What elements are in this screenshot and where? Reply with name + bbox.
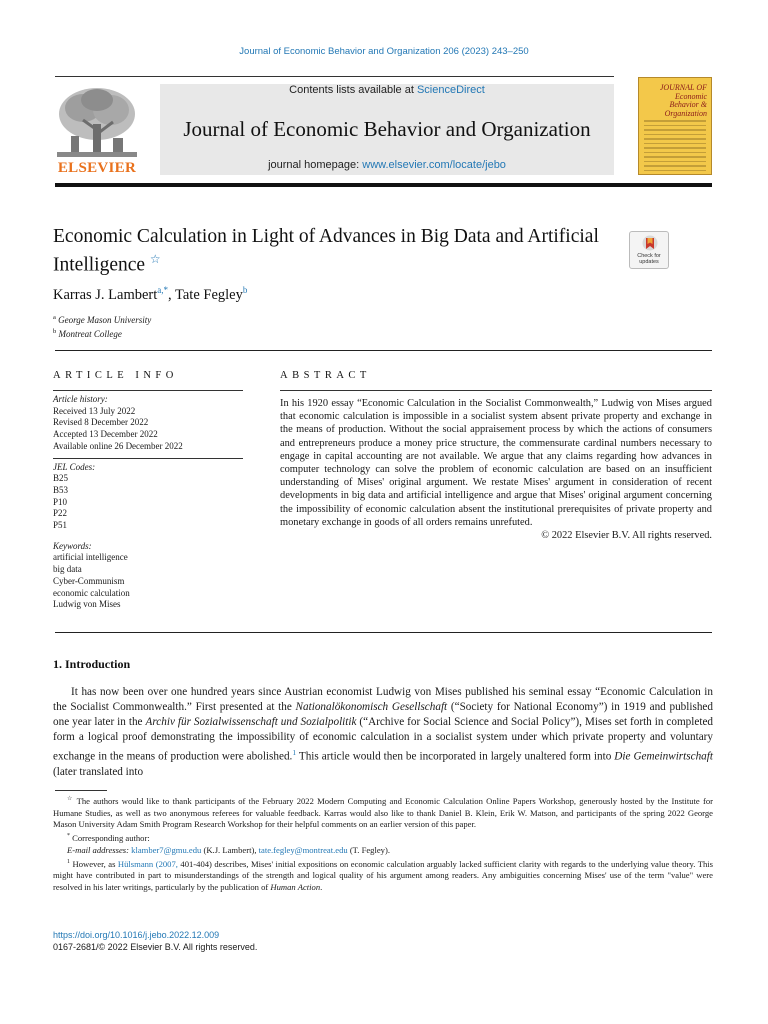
contents-line: [160, 84, 614, 96]
article-info-heading: ARTICLE INFO: [53, 370, 178, 381]
email-fegley-name: (T. Fegley).: [347, 844, 390, 855]
intro-text-2: (“Society for National Economy”) in 1919 and published one year later in the: [53, 701, 713, 728]
intro-italic-archiv: Archiv für Sozialwissenschaft und Sozialpolitik: [145, 716, 357, 728]
keyword: Cyber-Communism: [53, 575, 125, 586]
abstract-bottom-rule: [55, 632, 712, 633]
intro-text-5: (later translated into: [53, 765, 144, 778]
footnotes: [53, 794, 713, 894]
authors-line: [53, 285, 247, 304]
footnote-star-text: The authors would like to thank participants of the February 2022 Modern Computing and Economic Calculation Online Papers Workshop, generously hosted by the Institute for Humane Studies, as well as two anonymous referees for valuable feedback. Karras would also like to thank Daniel B. Klein, Erik W. Matson, and participants of the spring 2022 George Mason University Adam Smith Program Research Workshop for their helpful comments on an earlier version of this paper.: [53, 795, 713, 830]
affiliation-b-text: Montreat College: [58, 329, 122, 339]
affiliation-b: [53, 326, 151, 340]
footnote-1: [53, 857, 713, 894]
abstract-copyright: © 2022 Elsevier B.V. All rights reserved.: [541, 530, 712, 542]
issn-copyright: 0167-2681/© 2022 Elsevier B.V. All rights reserved.: [53, 942, 258, 952]
intro-italic-gemeinwirtschaft: Die Gemeinwirtschaft: [614, 750, 713, 763]
author-fegley-affil-sup[interactable]: b: [242, 285, 248, 295]
sciencedirect-link[interactable]: ScienceDirect: [416, 84, 485, 96]
keyword: economic calculation: [53, 587, 130, 598]
journal-citation[interactable]: Journal of Economic Behavior and Organization 206 (2023) 243–250: [239, 46, 529, 57]
header-thick-rule: [55, 183, 712, 187]
introduction-paragraph: [53, 685, 713, 780]
jel-label: JEL Codes:: [53, 461, 96, 472]
jel-code: P51: [53, 520, 68, 531]
abstract-heading: ABSTRACT: [280, 370, 371, 381]
author-separator: ,: [168, 286, 176, 303]
affiliation-a-text: George Mason University: [58, 315, 152, 325]
check-updates-bookmark-icon: [642, 235, 658, 253]
footnote-corr-mark: *: [67, 833, 70, 840]
title-footnote-star[interactable]: ☆: [149, 252, 161, 266]
article-info-column: [53, 390, 243, 611]
footnote-emails: [53, 845, 713, 857]
check-updates-label: Check for updates: [637, 253, 661, 265]
footnote-1-text-b: 401-404) describes, Mises' initial expositions on economic calculation arguably lacked sufficient clarity with regards to the underlying value theory. This might have contributed in part to misunderstandings of the strength and logical quality of his argument among readers. Any ambiguities concerning Mises' use of the term "value" were resolved in his later writings, particularly by the publication of: [53, 858, 713, 893]
footnote-star-mark: ☆: [67, 796, 74, 802]
doi-block: [53, 929, 257, 953]
jel-code: B53: [53, 484, 69, 495]
email-label: E-mail addresses:: [67, 844, 132, 855]
cover-text-lines: [644, 120, 706, 174]
author-lambert-affil-sup[interactable]: a,*: [157, 285, 169, 295]
hulsmann-citation-link[interactable]: Hülsmann (2007,: [117, 858, 178, 869]
email-lambert-name: (K.J. Lambert),: [201, 844, 259, 855]
elsevier-wordmark: ELSEVIER: [57, 160, 137, 176]
footnote-corresponding: [53, 831, 713, 845]
accepted-date: Accepted 13 December 2022: [53, 429, 158, 440]
journal-homepage-link[interactable]: www.elsevier.com/locate/jebo: [362, 159, 506, 171]
online-date: Available online 26 December 2022: [53, 440, 183, 451]
footnote-1-mark: 1: [67, 858, 70, 865]
keyword: big data: [53, 564, 82, 575]
jel-code: P22: [53, 508, 68, 519]
footnote-1-ref[interactable]: 1: [292, 748, 297, 757]
article-info-rule: [55, 350, 712, 351]
affiliation-b-mark: b: [53, 328, 57, 335]
intro-text-1: It has now been over one hundred years since Austrian economist Ludwig von Mises published his seminal essay “Economic Calculation in the Socialist Commonwealth.” First presented at the: [53, 686, 713, 713]
footnote-rule: [55, 790, 107, 791]
top-rule: [55, 76, 614, 77]
author-fegley: Tate Fegley: [175, 286, 243, 303]
received-date: Received 13 July 2022: [53, 405, 136, 416]
abstract-text: In his 1920 essay “Economic Calculation in the Socialist Commonwealth,” Ludwig von Mises argued that economic calculation is impossible in a socialist system absent private property and exchange in the means of production. Without the social appraisement process by which the actions of consumers and entrepreneurs produce a money price structure, the commensurate cardinal numbers necessary to engage in capital accounting are not available. We argue that any claims regarding how advances in computer technology can solve the problem of economic calculation are based on an insufficient understanding of Mises' original argument. We restate Mises' argument in consideration of recent developments in big data and artificial intelligence and argue that Mises' original argument concerning the impossibility of economic calculation absent the institutional prerequisites of private property and monetary exchange in goods of all orders remains unrefuted.: [280, 398, 712, 528]
keywords-label: Keywords:: [53, 540, 92, 551]
article-title: [53, 225, 613, 277]
email-fegley-link[interactable]: tate.fegley@montreat.edu: [258, 844, 348, 855]
jel-code: B25: [53, 473, 69, 484]
affiliation-a: [53, 312, 151, 326]
journal-cover-thumbnail[interactable]: [638, 77, 712, 175]
intro-italic-society: Nationalökonomisch Gesellschaft: [295, 701, 448, 713]
history-rule: [53, 390, 243, 391]
footnote-star: [53, 794, 713, 831]
intro-text-4: This article would then be incorporated in largely unaltered form into: [296, 750, 615, 763]
footnote-1-text-c: .: [320, 882, 323, 893]
jel-code: P10: [53, 496, 68, 507]
author-lambert: Karras J. Lambert: [53, 286, 158, 303]
footnote-1-italic: Human Action: [270, 882, 321, 893]
keyword: artificial intelligence: [53, 552, 128, 563]
affiliation-a-mark: a: [53, 314, 56, 321]
affiliations: [53, 312, 151, 340]
homepage-line: [160, 159, 614, 171]
abstract-column: [280, 390, 712, 542]
article-title-text: Economic Calculation in Light of Advances in Big Data and Artificial Intelligence: [53, 226, 599, 276]
journal-title: Journal of Economic Behavior and Organization: [183, 117, 591, 141]
history-label: Article history:: [53, 394, 108, 404]
check-for-updates-button[interactable]: [629, 231, 669, 269]
revised-date: Revised 8 December 2022: [53, 417, 149, 428]
intro-text-3: (“Archive for Social Science and Social Policy”), Mises set forth in completed form a logical proof demonstrating the impossibility of economic calculation in a socialist system under which private property and voluntary exchange in the means of production were abolished.: [53, 716, 713, 763]
section-heading-introduction: 1. Introduction: [53, 657, 131, 671]
homepage-prefix: journal homepage:: [268, 159, 363, 171]
jel-rule: [53, 458, 243, 459]
keyword: Ludwig von Mises: [53, 599, 121, 610]
email-lambert-link[interactable]: klamber7@gmu.edu: [131, 844, 202, 855]
footnote-corr-text: Corresponding author:: [72, 833, 150, 844]
doi-link[interactable]: https://doi.org/10.1016/j.jebo.2022.12.009: [53, 930, 220, 940]
cover-title: JOURNAL OF Economic Behavior & Organization: [659, 83, 707, 118]
contents-prefix: Contents lists available at: [289, 84, 417, 96]
footnote-1-text-a: However, as: [72, 858, 118, 869]
